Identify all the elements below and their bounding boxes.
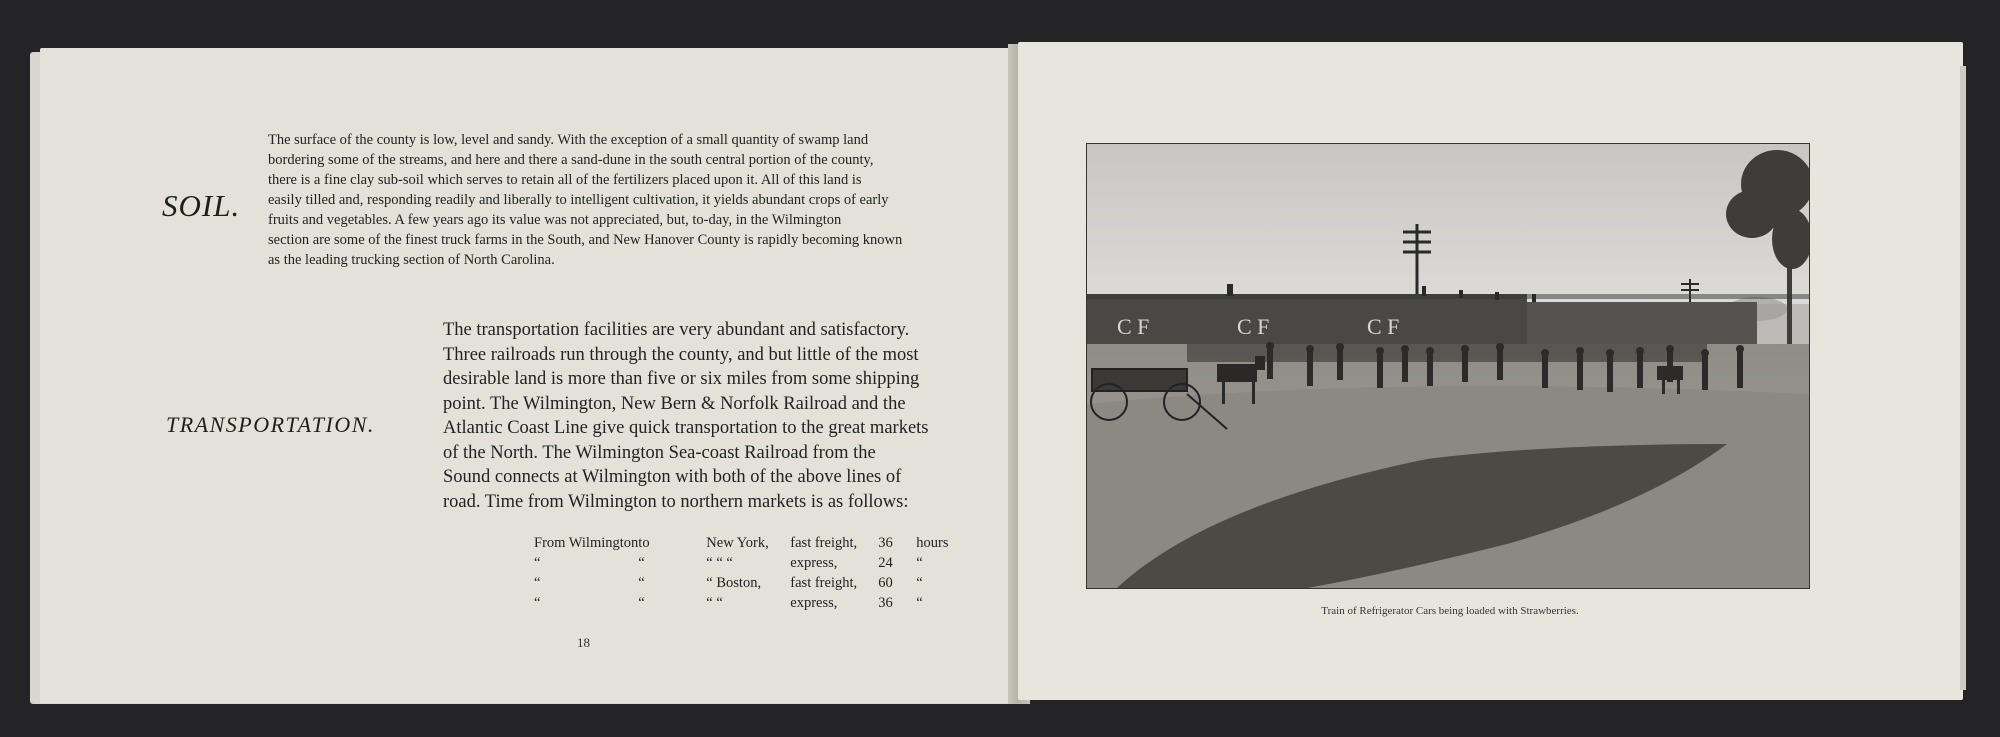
text-line: road. Time from Wilmington to northern markets is as follows: (443, 491, 909, 512)
table-cell: “ Boston, (706, 575, 762, 591)
text-line: desirable land is more than five or six miles from some shipping (443, 369, 920, 389)
table-cell: fast freight, (790, 575, 858, 591)
text-line: Three railroads run through the county, and but little of the most (443, 344, 919, 365)
sky (1087, 144, 1809, 304)
page-number: 18 (577, 635, 590, 650)
car-lettering: C F (1367, 314, 1400, 339)
soil-paragraph (268, 130, 996, 270)
text-line: Atlantic Coast Line give quick transportation to the great markets (443, 418, 929, 438)
right-page-edge (1960, 66, 1966, 690)
transportation-heading: TRANSPORTATION. (166, 412, 375, 437)
train-photograph (1086, 143, 1810, 589)
text-line: bordering some of the streams, and here and there a sand-dune in the south central portion of the county, (268, 152, 874, 168)
text-line: of the North. The Wilmington Sea-coast Railroad from the (443, 442, 876, 463)
photo-caption: Train of Refrigerator Cars being loaded with Strawberries. (1321, 605, 1579, 617)
table-cell: From Wilmington (534, 535, 639, 551)
table-cell: 24 (878, 555, 893, 571)
text-line: there is a fine clay sub-soil which serves to retain all of the fertilizers placed upon it. All of this land is (268, 172, 862, 188)
table-row (534, 575, 949, 595)
text-line: The surface of the county is low, level and sandy. With the exception of a small quantity of swamp land (268, 132, 869, 148)
table-cell: hours (916, 535, 949, 551)
text-line: section are some of the finest truck farms in the South, and New Hanover County is rapidly becoming known (268, 232, 903, 248)
table-cell: “ (534, 575, 541, 591)
text-line: Sound connects at Wilmington with both of the above lines of (443, 467, 902, 487)
text-line: easily tilled and, responding readily and liberally to intelligent cultivation, it yields abundant crops of early (268, 192, 889, 208)
table-cell: 36 (878, 535, 893, 551)
table-cell: 60 (878, 575, 893, 591)
table-cell: fast freight, (790, 535, 858, 551)
table-cell: “ (638, 575, 645, 591)
table-cell: “ (916, 595, 923, 611)
table-cell: “ (638, 595, 645, 611)
text-line: point. The Wilmington, New Bern & Norfolk Railroad and the (443, 393, 906, 414)
table-cell: express, (790, 595, 838, 611)
text-line: fruits and vegetables. A few years ago its value was not appreciated, but, to-day, in the Wilmington (268, 212, 842, 228)
table-cell: “ “ (706, 595, 723, 611)
freight-time-table (534, 535, 949, 615)
table-cell: New York, (706, 535, 769, 551)
table-row (534, 595, 949, 615)
table-row (534, 535, 949, 555)
table-cell: 36 (878, 595, 893, 611)
table-cell: “ “ “ (706, 555, 733, 571)
text-line: The transportation facilities are very abundant and satisfactory. (443, 320, 910, 340)
train-cars (1087, 294, 1809, 349)
soil-heading: SOIL. (162, 188, 241, 223)
table-cell: “ (534, 595, 541, 611)
car-lettering: C F (1237, 314, 1270, 339)
text-line: as the leading trucking section of North Carolina. (268, 252, 555, 268)
table-cell: “ (916, 575, 923, 591)
photograph-scene (1087, 144, 1809, 588)
table-cell: “ (638, 555, 645, 571)
table-cell: express, (790, 555, 838, 571)
table-cell: to (638, 535, 650, 551)
car-lettering: C F (1117, 314, 1150, 339)
table-cell: “ (916, 555, 923, 571)
table-cell: “ (534, 555, 541, 571)
table-row (534, 555, 949, 575)
transportation-paragraph (443, 318, 1000, 514)
